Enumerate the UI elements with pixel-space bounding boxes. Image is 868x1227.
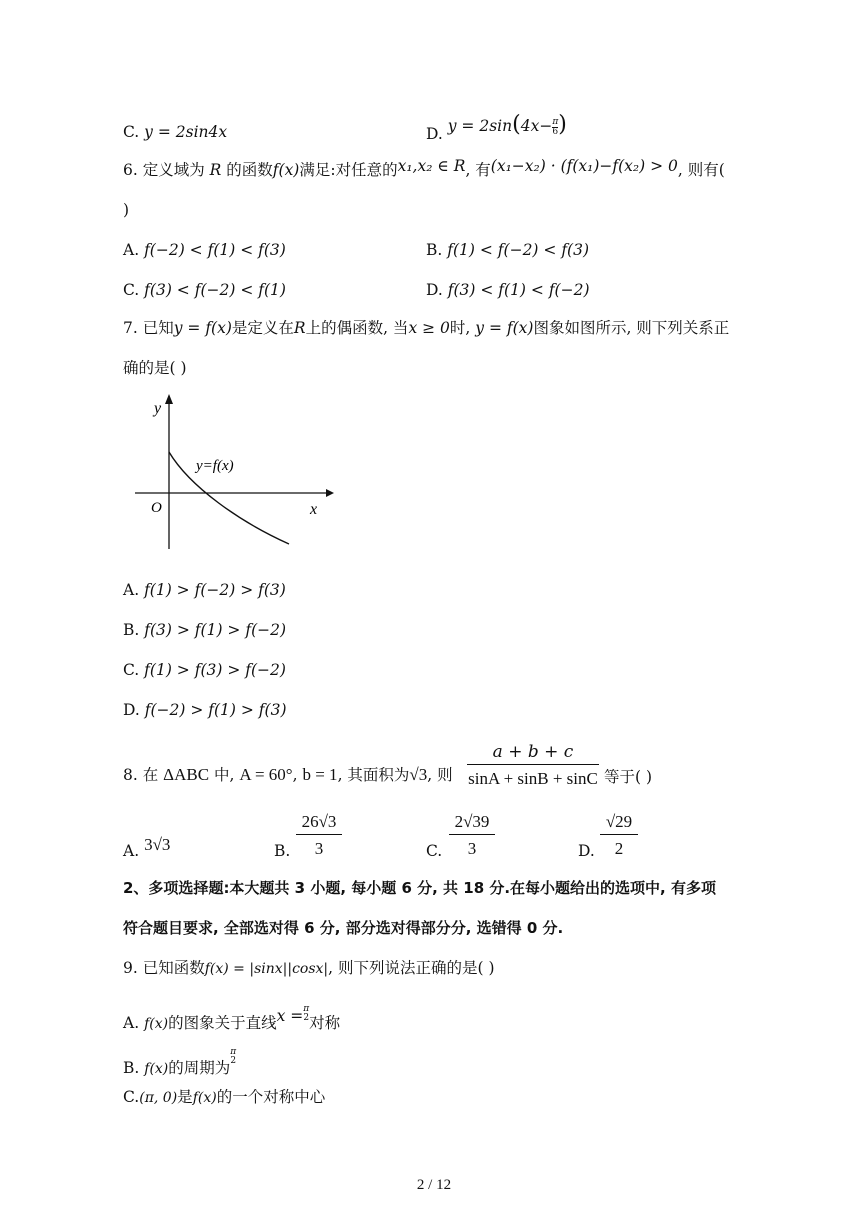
q8-stem: 8. 在 ΔABC 中, A = 60°, b = 1, 其面积为√3, 则 — [123, 765, 453, 784]
q7-option-b: B. f(3) > f(1) > f(−2) — [123, 621, 287, 639]
q9-option-b: B. f(x)的周期为 π 2 — [123, 1047, 237, 1077]
curve-label: y=f(x) — [196, 458, 234, 474]
option-label: D. — [426, 125, 443, 143]
q9-option-c: C.(π, 0)是f(x)的一个对称中心 — [123, 1088, 326, 1106]
q5-option-c — [123, 122, 227, 142]
q9-stem: 9. 已知函数f(x) = |sinx||cosx|, 则下列说法正确的是( ) — [123, 959, 495, 977]
q6-option-b: B. f(1) < f(−2) < f(3) — [426, 241, 590, 259]
option-math: y = 2sin4x — [144, 123, 228, 141]
q6-option-c: C. f(3) < f(−2) < f(1) — [123, 281, 286, 299]
section-heading-line1: 2、多项选择题:本大题共 3 小题, 每小题 6 分, 共 18 分.在每小题给出的选项中, 有多项 — [123, 879, 716, 897]
origin-label: O — [151, 500, 162, 516]
y-axis-label: y — [154, 400, 162, 417]
option-math: y = 2sin — [447, 117, 513, 135]
page-number: 2 / 12 — [416, 1177, 452, 1193]
q8-option-d-fraction: $\frac{√29}{2}$ — [600, 812, 638, 859]
q6-stem-line2: ) — [123, 201, 130, 219]
q7-stem-line1: 7. 已知y = f(x)是定义在R上的偶函数, 当x ≥ 0时, y = f(x)图象如图所示, 则下列关系正 — [123, 319, 730, 337]
pi-over-two: π 2 — [303, 1004, 310, 1023]
q8-option-d-label: D. — [578, 842, 595, 860]
q7-option-d: D. f(−2) > f(1) > f(3) — [123, 701, 287, 719]
q8-option-b-label: B. — [274, 842, 291, 860]
option-math-minus: − — [539, 117, 553, 135]
q9-option-a: A. f(x)的图象关于直线x = π 2 对称 — [123, 1004, 341, 1032]
x-axis-label: x — [310, 501, 318, 518]
option-math-part: 4x — [520, 117, 540, 135]
q8-option-b-fraction: $\frac{26√3}{3}$ — [296, 812, 342, 859]
q8-stem-end: 等于( ) — [604, 768, 653, 786]
pi-over-six: $\frac{\pi}{6}$ — [552, 116, 559, 137]
q8-option-c-fraction: $\frac{2√39}{3}$ — [449, 812, 495, 859]
q8-option-a: A. 3√3 — [123, 835, 171, 860]
pi-over-two: π 2 — [230, 1047, 237, 1066]
q6-stem-line1: 6. 定义域为 R 的函数f(x)满足:对任意的x₁,x₂ ∈ R, 有(x₁−x₂) · (f(x₁)−f(x₂) > 0, 则有( — [123, 157, 725, 179]
section-heading-line2: 符合题目要求, 全部选对得 6 分, 部分选对得部分分, 选错得 0 分. — [123, 919, 564, 937]
q7-option-a: A. f(1) > f(−2) > f(3) — [123, 581, 286, 599]
y-axis-arrow — [165, 394, 173, 404]
q7-stem-line2: 确的是( ) — [123, 359, 187, 377]
q8-fraction: $\frac{a + b + c}{\sin A + \sin B + \sin C}$ — [468, 742, 598, 788]
option-label: C. — [123, 123, 140, 141]
q5-option-d: D. y = 2sin(4x− $\frac{\pi}{6}$ ) — [426, 112, 567, 143]
q7-function-graph — [130, 392, 335, 554]
q6-option-d: D. f(3) < f(1) < f(−2) — [426, 281, 590, 299]
q8-option-c-label: C. — [426, 842, 443, 860]
q7-option-c: C. f(1) > f(3) > f(−2) — [123, 661, 286, 679]
x-axis-arrow — [326, 489, 334, 497]
q6-option-a: A. f(−2) < f(1) < f(3) — [123, 241, 286, 259]
